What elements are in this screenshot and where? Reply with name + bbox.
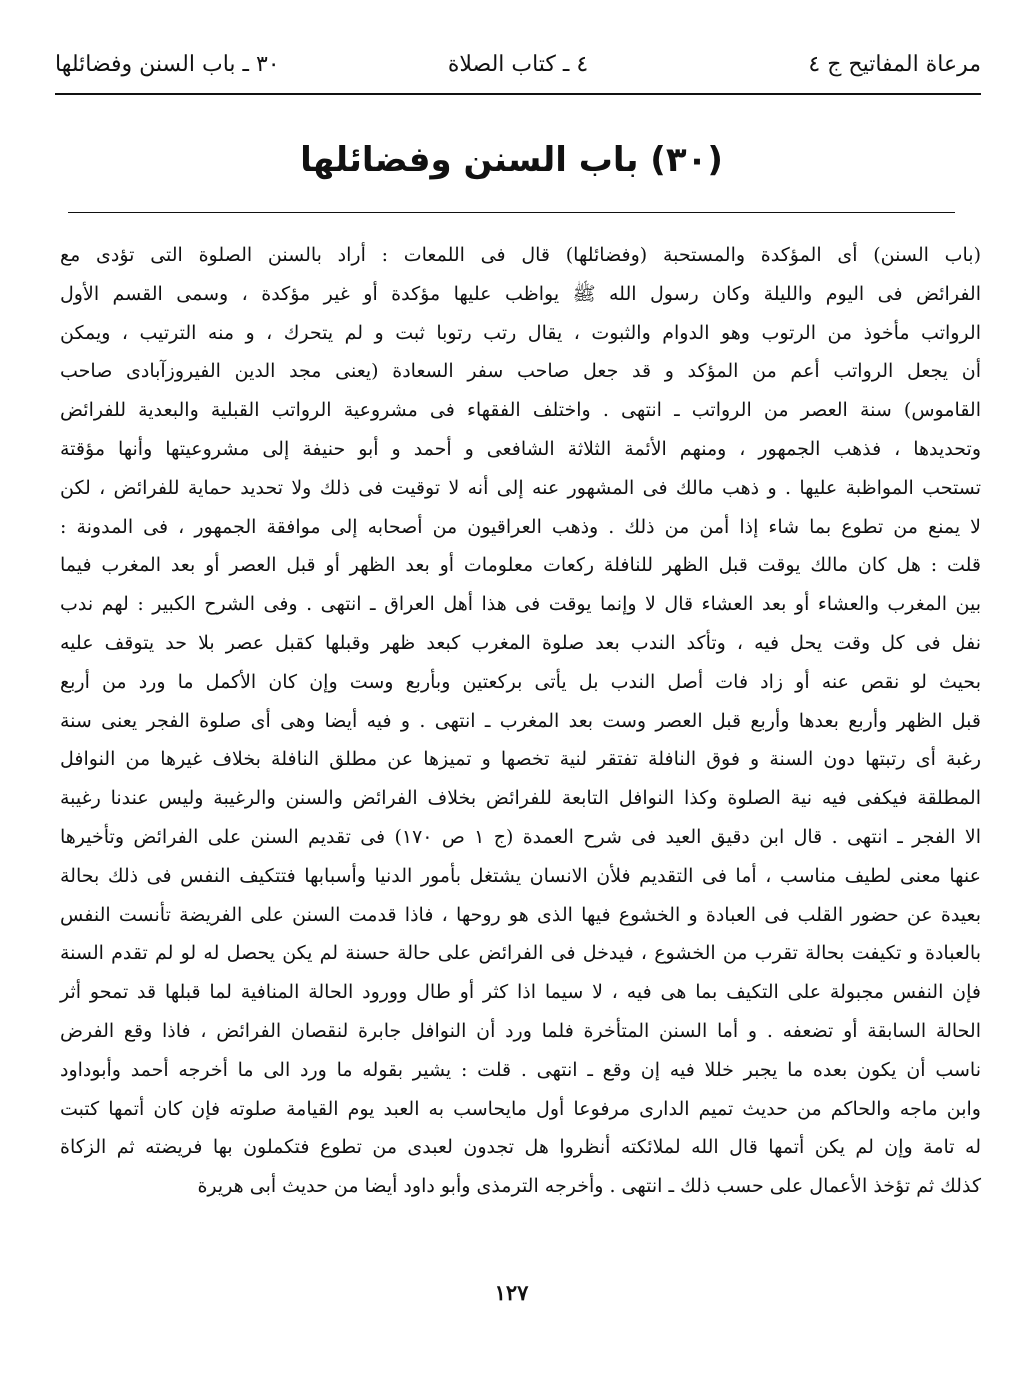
text-line: أن يجعل الرواتب أعم من المؤكد و قد جعل صاحب سفر السعادة (يعنى مجد الدين الفيروزآبادى صاحب (60, 360, 981, 383)
text-line: بالعبادة و تكيفت بحالة تقرب من الخشوع ، فيدخل فى الفرائض على حالة حسنة لم يكن يحصل له لو لم تقدم السنة (60, 942, 981, 965)
header-divider (55, 93, 981, 95)
header-book-section: ٤ ـ كتاب الصلاة (447, 52, 589, 77)
text-line: الحالة السابقة أو تضعفه . و أما السنن المتأخرة فلما ورد أن النوافل جابرة لنقصان الفرائض ، فاذا وقع الفرض (60, 1019, 981, 1042)
text-line: قبل الظهر وأربع بعدها وأربع قبل العصر وست بعد المغرب ـ انتهى . و فيه أيضا وهى أى صلوة الفجر يعنى سنة (60, 709, 981, 732)
chapter-title: (٣٠) باب السنن وفضائلها (300, 140, 723, 180)
page-number: ١٢٧ (494, 1280, 529, 1305)
text-line: الا الفجر ـ انتهى . قال ابن دقيق العيد فى شرح العمدة (ج ١ ص ١٧٠) فى تقديم السنن على الفرائض وتأخيرها (60, 825, 981, 848)
text-line: المطلقة فيكفى فيه نية الصلوة وكذا النوافل التابعة للفرائض بخلاف الفرائض والسنن والرغيبة وليس عندنا رغيبة (60, 787, 981, 810)
text-line: لا يمنع من تطوع بما شاء إذا أمن من ذلك . وذهب العراقيون من أصحابه إلى موافقة الجمهور ، فى المدونة : (60, 515, 981, 538)
text-line: كذلك ثم تؤخذ الأعمال على حسب ذلك ـ انتهى . وأخرجه الترمذى وأبو داود أيضا من حديث أبى هريرة (197, 1175, 981, 1198)
header-chapter-name: ٣٠ ـ باب السنن وفضائلها (55, 52, 280, 77)
text-line: عنها معنى لطيف مناسب ، أما فى التقديم فلأن الانسان يشتغل بأمور الدنيا وأسبابها فتتكيف النفس فى ذلك بحالة (60, 864, 981, 887)
title-divider (68, 212, 955, 213)
text-line: بحيث لو نقص عنه أو زاد فات أصل الندب بل يأتى بركعتين وبأربع وست وإن كان الأكمل ما ورد من أربع (60, 670, 981, 693)
text-line: بين المغرب والعشاء أو بعد العشاء قال لا وإنما يوقت فى هذا أهل العراق ـ انتهى . وفى الشرح الكبير : لهم ندب (60, 593, 981, 616)
text-line: وابن ماجه والحاكم من حديث تميم الدارى مرفوعا أول مايحاسب به العبد يوم القيامة صلوته فإن كان أتمها كتبت (60, 1097, 981, 1120)
body-text (60, 236, 981, 1206)
text-line: القاموس) سنة العصر من الرواتب ـ انتهى . واختلف الفقهاء فى مشروعية الرواتب القبلية والبعدية للفرائض (60, 399, 981, 422)
text-line: تستحب المواظبة عليها . و ذهب مالك فى المشهور عنه إلى أنه لا توقيت فى ذلك ولا تحديد حماية للفرائض ، لكن (60, 476, 981, 499)
text-line: الفرائض فى اليوم والليلة وكان رسول الله ﷺ يواظب عليها مؤكدة أو غير مؤكدة ، وسمى القسم الأول (60, 282, 981, 305)
text-line: نفل فى كل وقت يحل فيه ، وتأكد الندب بعد صلوة المغرب كبعد ظهر وقبلها كقبل عصر بلا حد يتوقف عليه (60, 631, 981, 654)
text-line: ناسب أن يكون بعده ما يجبر خللا فيه إن وقع ـ انتهى . قلت : يشير بقوله ما ورد الى ما أخرجه أحمد وأبوداود (60, 1058, 981, 1081)
text-line: قلت : هل كان مالك يوقت قبل الظهر للنافلة ركعات معلومات أو بعد الظهر أو قبل العصر أو بعد المغرب فيما (60, 554, 981, 577)
text-line: (باب السنن) أى المؤكدة والمستحبة (وفضائلها) قال فى اللمعات : أراد بالسنن الصلوة التى تؤدى مع (60, 244, 981, 266)
header-book-title: مرعاة المفاتيح ج ٤ (808, 52, 981, 77)
running-header (55, 48, 981, 88)
text-line: وتحديدها ، فذهب الجمهور ، ومنهم الأئمة الثلاثة الشافعى و أحمد و أبو حنيفة إلى مشروعيتها وأنها مؤقتة (60, 437, 981, 460)
text-line: له تامة وإن لم يكن أتمها قال الله لملائكته أنظروا هل تجدون لعبدى من تطوع فتكملون بها فريضته ثم الزكاة (60, 1136, 981, 1159)
text-line: الرواتب مأخوذ من الرتوب وهو الدوام والثبوت ، يقال رتب رتوبا ثبت و لم يتحرك ، و منه الترتيب ، ويمكن (60, 321, 981, 344)
text-line: بعيدة عن حضور القلب فى العبادة و الخشوع فيها الذى هو روحها ، فاذا قدمت السنن على الفريضة تأنست النفس (60, 903, 981, 926)
text-line: رغبة أى رتبتها دون السنة و فوق النافلة تفتقر لنية تخصها و تميزها عن مطلق النافلة بخلاف غيرها من النوافل (60, 748, 981, 771)
text-line: فإن النفس مجبولة على التكيف بما هى فيه ، لا سيما اذا كثر أو طال وورود الحالة المنافية لما قبلها قد تمحو أثر (60, 981, 981, 1004)
